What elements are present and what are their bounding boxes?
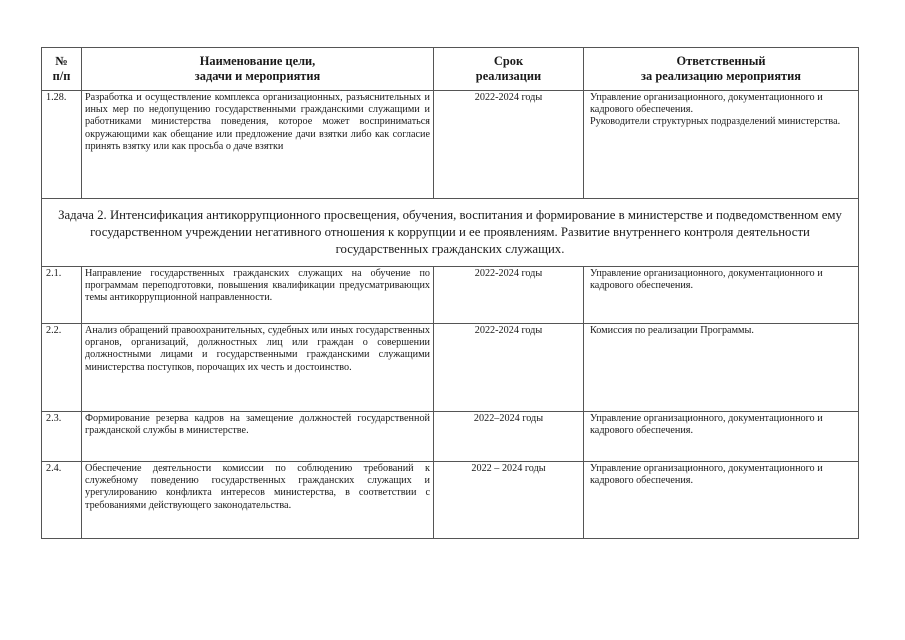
term-cell: 2022–2024 годы	[434, 412, 584, 462]
responsible-cell: Управление организационного, документационного и кадрового обеспечения.	[584, 462, 859, 539]
header-name: Наименование цели, задачи и мероприятия	[82, 48, 434, 91]
table-row	[42, 412, 859, 462]
table-row	[42, 462, 859, 539]
header-term: Срок реализации	[434, 48, 584, 91]
term-cell: 2022-2024 годы	[434, 267, 584, 324]
table-header-row	[42, 48, 859, 91]
measure-name: Анализ обращений правоохранительных, судебных или иных государственных органов, организаций, должностных лиц или граждан о совершении должностными лицами и государственными гражданскими служащими министерства поступков, порочащих их честь и достоинство.	[82, 324, 434, 412]
table-row	[42, 91, 859, 199]
responsible-cell	[584, 91, 859, 199]
row-number: 1.28.	[42, 91, 82, 199]
task-row	[42, 199, 859, 267]
term-cell: 2022-2024 годы	[434, 91, 584, 199]
row-number: 2.3.	[42, 412, 82, 462]
responsible-cell: Управление организационного, документационного и кадрового обеспечения.	[584, 412, 859, 462]
row-number: 2.1.	[42, 267, 82, 324]
responsible-line: Руководители структурных подразделений министерства.	[590, 116, 841, 128]
term-cell: 2022-2024 годы	[434, 324, 584, 412]
measure-name: Формирование резерва кадров на замещение должностей государственной гражданской службы в министерстве.	[82, 412, 434, 462]
measure-name: Обеспечение деятельности комиссии по соблюдению требований к служебному поведению государственных гражданских служащих и урегулированию конфликта интересов министерства, в соответствии с требованиями действующего законодательства.	[82, 462, 434, 539]
header-num: № п/п	[42, 48, 82, 91]
measure-name: Направление государственных гражданских служащих на обучение по программам переподготовки, повышения квалификации предусматривающих темы антикоррупционной направленности.	[82, 267, 434, 324]
responsible-cell: Комиссия по реализации Программы.	[584, 324, 859, 412]
term-cell: 2022 – 2024 годы	[434, 462, 584, 539]
table-row	[42, 267, 859, 324]
header-responsible: Ответственный за реализацию мероприятия	[584, 48, 859, 91]
row-number: 2.2.	[42, 324, 82, 412]
row-number: 2.4.	[42, 462, 82, 539]
responsible-line: Управление организационного, документационного и кадрового обеспечения.	[590, 92, 823, 116]
measure-name: Разработка и осуществление комплекса организационных, разъяснительных и иных мер по недопущению государственными гражданскими служащими и работниками министерства поведения, которое может восприниматься окружающими как обещание или предложение дачи взятки либо как согласие принять взятку или как просьба о даче взятки	[82, 91, 434, 199]
table-row	[42, 324, 859, 412]
responsible-cell: Управление организационного, документационного и кадрового обеспечения.	[584, 267, 859, 324]
task-heading: Задача 2. Интенсификация антикоррупционного просвещения, обучения, воспитания и формирование в министерстве и подведомственном ему государственном учреждении негативного отношения к коррупции и ее проявлениям. Развитие внутреннего контроля деятельности государственных гражданских служащих.	[42, 199, 859, 267]
program-table	[41, 47, 859, 539]
